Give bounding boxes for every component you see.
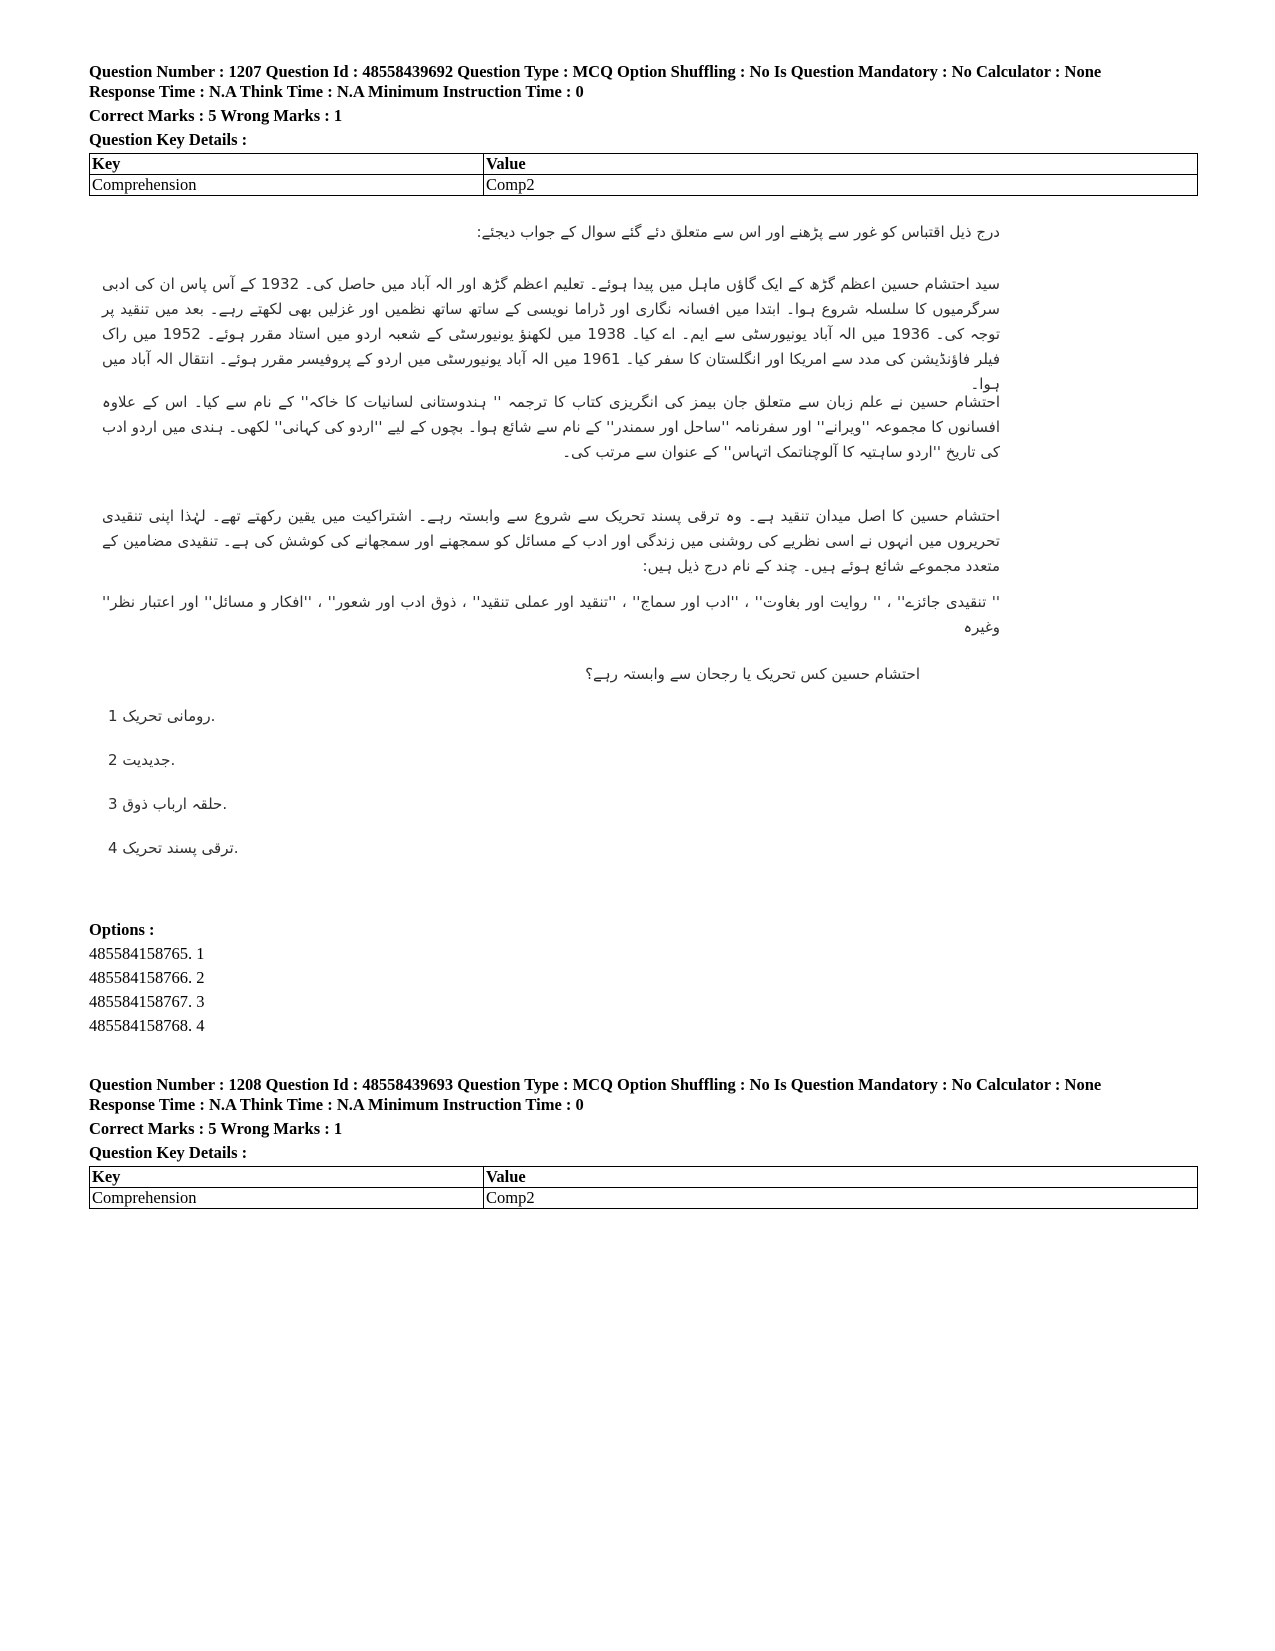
table-header-row: [90, 154, 1198, 175]
table-header-row: [90, 1167, 1198, 1188]
answer-choice: [108, 707, 215, 725]
answer-choice-number: 4.: [108, 839, 239, 857]
question-marks: Correct Marks : 5 Wrong Marks : 1: [89, 106, 343, 125]
question-1207-header: [89, 62, 1199, 196]
passage-instruction: درج ذیل اقتباس کو غور سے پڑھنے اور اس سے متعلق دئے گئے سوال کے جواب دیجئے:: [476, 223, 1000, 241]
option-item: 485584158765. 1: [89, 944, 205, 963]
question-key-details-label: Question Key Details :: [89, 1143, 248, 1162]
answer-choice-text: ترقی پسند تحریک: [122, 839, 234, 857]
table-cell-value: Comp2: [484, 1188, 1198, 1209]
question-meta-line-1: Question Number : 1207 Question Id : 48558439692 Question Type : MCQ Option Shuffling : No Is Question Mandatory : No Calculator : None: [89, 62, 1102, 81]
answer-choice-text: جدیدیت: [122, 751, 171, 769]
question-meta-line-1: Question Number : 1208 Question Id : 48558439693 Question Type : MCQ Option Shuffling : No Is Question Mandatory : No Calculator : None: [89, 1075, 1102, 1094]
table-cell-key: Comprehension: [90, 175, 484, 196]
passage-paragraph-2: احتشام حسین نے علم زبان سے متعلق جان بیمز کی انگریزی کتاب کا ترجمہ '' ہندوستانی لسانیات کا خاکہ'' کے نام سے کیا۔ اس کے علاوہ افسانوں کا مجموعہ ''ویرانے'' اور سفرنامہ ''ساحل اور سمندر'' کے نام سے شائع ہوا۔ بچوں کے لیے ''اردو کی کہانی'' لکھی۔ ہندی میں اردو ادب کی تاریخ ''اردو ساہتیہ کا آلوچناتمک اتہاس'' کے عنوان سے مرتب کی۔: [102, 393, 1000, 461]
option-item: 485584158766. 2: [89, 968, 205, 987]
table-header-key: Key: [90, 154, 484, 175]
answer-choice: [108, 839, 238, 857]
answer-choice-text: حلقہ ارباب ذوق: [122, 795, 223, 813]
question-marks: Correct Marks : 5 Wrong Marks : 1: [89, 1119, 343, 1138]
question-meta-line-2: Response Time : N.A Think Time : N.A Minimum Instruction Time : 0: [89, 1095, 584, 1114]
table-cell-key: Comprehension: [90, 1188, 484, 1209]
table-header-key: Key: [90, 1167, 484, 1188]
question-key-table: [89, 1166, 1198, 1209]
table-header-value: Value: [484, 1167, 1198, 1188]
answer-choice: [108, 795, 227, 813]
table-cell-value: Comp2: [484, 175, 1198, 196]
answer-choice-text: رومانی تحریک: [122, 707, 211, 725]
urdu-passage-image: [100, 220, 1000, 920]
passage-paragraph-3: احتشام حسین کا اصل میدان تنقید ہے۔ وہ ترقی پسند تحریک سے شروع سے وابستہ رہے۔ اشتراکیت میں یقین رکھتے تھے۔ لہٰذا اپنی تنقیدی تحریروں میں انہوں نے اسی نظریے کی روشنی میں زندگی اور ادب کے مسائل کو سمجھنے اور سمجھانے کی کوشش کی ہے۔ تنقیدی مضامین کے متعدد مجموعے شائع ہوئے ہیں۔ چند کے نام درج ذیل ہیں:: [102, 507, 1000, 575]
passage-paragraph-1: سید احتشام حسین اعظم گڑھ کے ایک گاؤں ماہل میں پیدا ہوئے۔ تعلیم اعظم گڑھ اور الہ آباد میں حاصل کی۔ 1932 کے آس پاس ان کی ادبی سرگرمیوں کا سلسلہ شروع ہوا۔ ابتدا میں افسانہ نگاری اور ڈراما نویسی کے ساتھ ساتھ نظمیں اور غزلیں بھی لکھتے رہے۔ بعد میں تنقید پر توجہ کی۔ 1936 میں الہ آباد یونیورسٹی سے ایم۔ اے کیا۔ 1938 میں لکھنؤ یونیورسٹی کے شعبہ اردو میں استاد مقرر ہوئے۔ 1952 میں راک فیلر فاؤنڈیشن کی مدد سے امریکا اور انگلستان کا سفر کیا۔ 1961 میں الہ آباد یونیورسٹی میں اردو کے پروفیسر مقرر ہوئے۔ انتقال الہ آباد میں ہوا۔: [102, 275, 1000, 393]
option-item: 485584158767. 3: [89, 992, 205, 1011]
option-item: 485584158768. 4: [89, 1016, 205, 1035]
answer-choice-number: 3.: [108, 795, 228, 813]
table-row: [90, 1188, 1198, 1209]
answer-choice-number: 2.: [108, 751, 176, 769]
question-1208-header: [89, 1075, 1199, 1209]
answer-choice: [108, 751, 175, 769]
question-key-details-label: Question Key Details :: [89, 130, 248, 149]
options-label: Options :: [89, 920, 155, 939]
answer-choice-number: 1.: [108, 707, 216, 725]
question-key-table: [89, 153, 1198, 196]
question-stem: احتشام حسین کس تحریک یا رجحان سے وابستہ رہے؟: [585, 665, 920, 683]
options-list: [89, 918, 205, 1038]
table-header-value: Value: [484, 154, 1198, 175]
passage-paragraph-4: '' تنقیدی جائزے'' ، '' روایت اور بغاوت'' ، ''ادب اور سماج'' ، ''تنقید اور عملی تنقید'' ، ذوق ادب اور شعور'' ، ''افکار و مسائل'' اور اعتبار نظر'' وغیرہ: [102, 593, 1000, 636]
question-meta-line-2: Response Time : N.A Think Time : N.A Minimum Instruction Time : 0: [89, 82, 584, 101]
table-row: [90, 175, 1198, 196]
